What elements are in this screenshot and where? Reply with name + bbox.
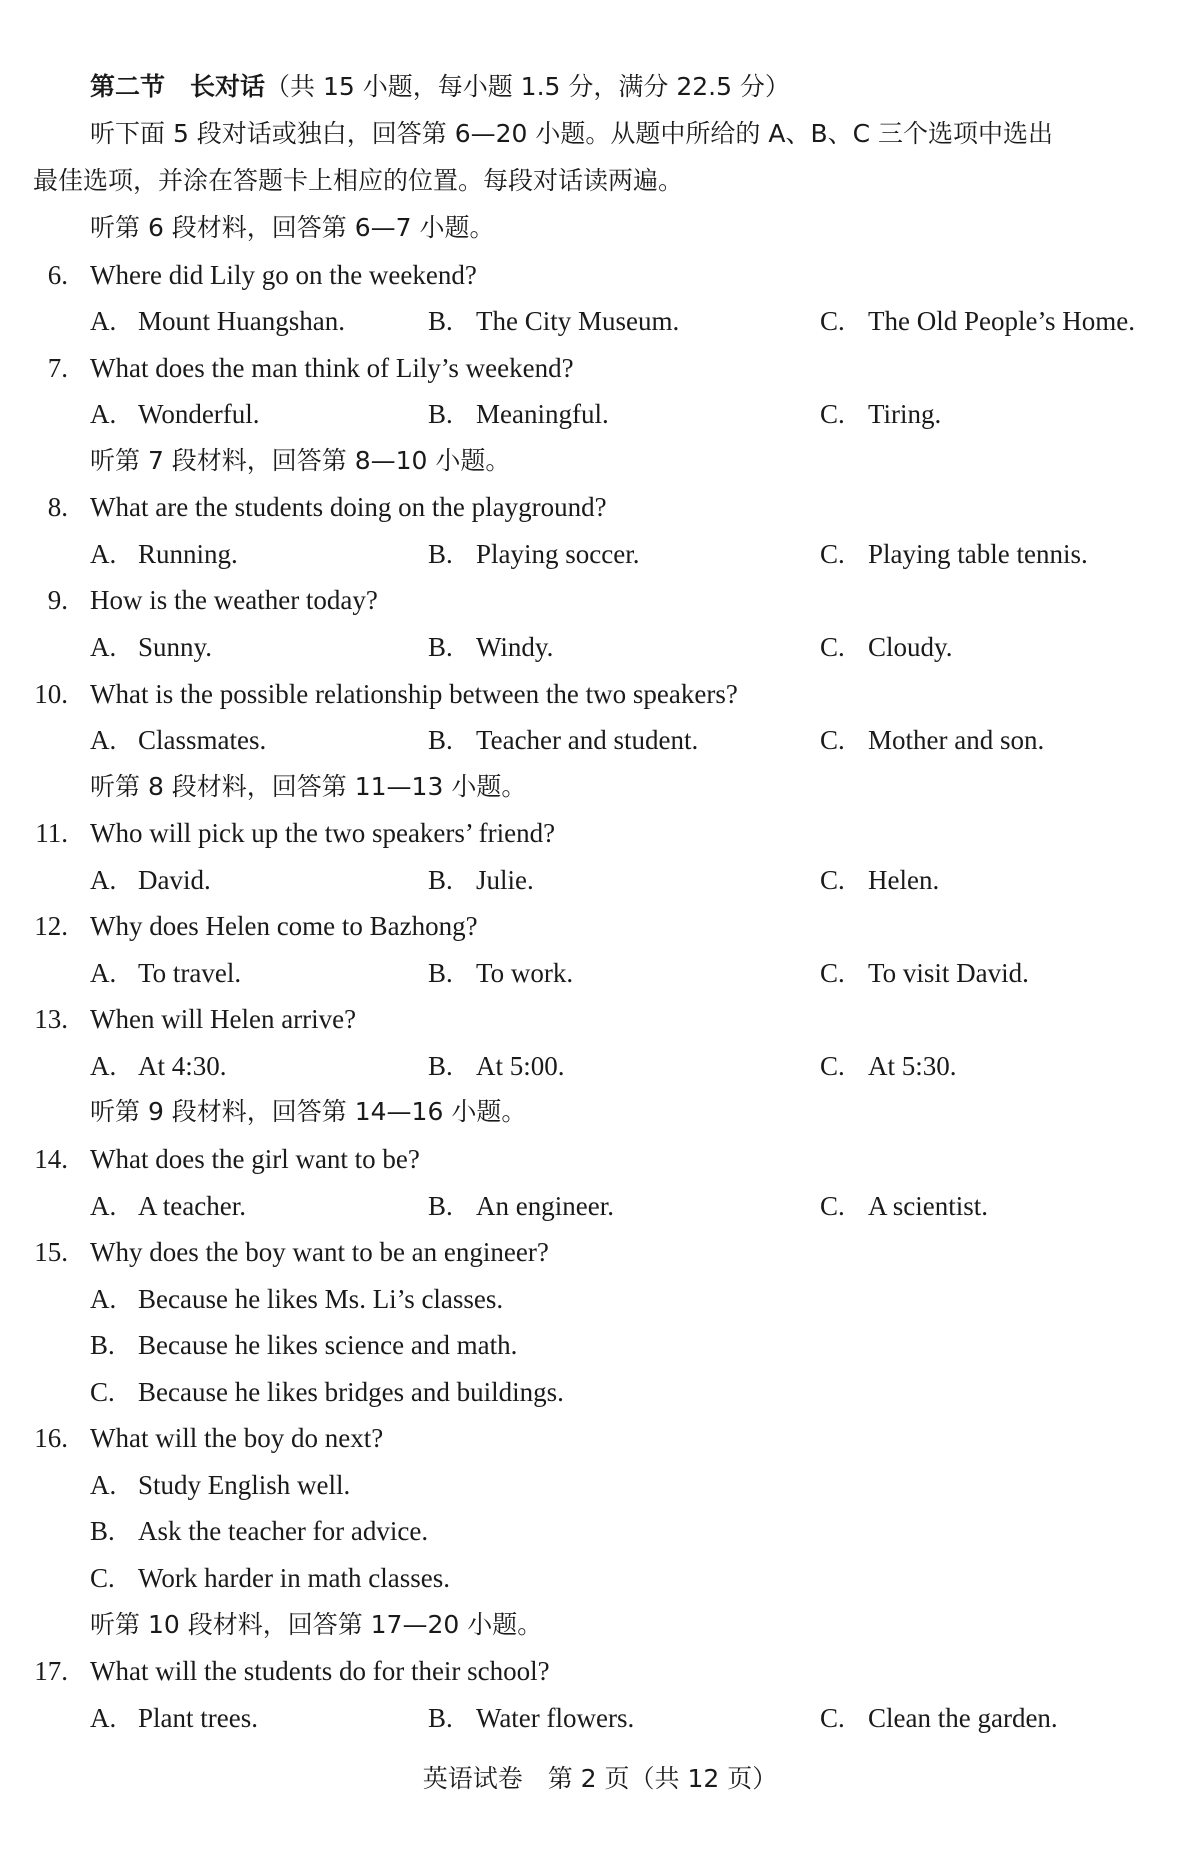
question-number: 16. bbox=[34, 1423, 68, 1454]
option-c bbox=[820, 537, 1088, 571]
section-heading-note: （共 15 小题，每小题 1.5 分，满分 22.5 分） bbox=[265, 72, 790, 101]
option-text: To visit David. bbox=[868, 957, 1029, 988]
option-letter: A. bbox=[90, 864, 117, 895]
question-text: What does the girl want to be? bbox=[90, 1144, 420, 1174]
option-letter: C. bbox=[90, 1376, 115, 1407]
question-number: 17. bbox=[34, 1656, 68, 1687]
option-a bbox=[90, 537, 238, 571]
option-c bbox=[820, 397, 941, 431]
option-a bbox=[90, 956, 241, 990]
option-letter: A. bbox=[90, 399, 117, 430]
option-letter: B. bbox=[428, 1190, 453, 1221]
option-text: Cloudy. bbox=[868, 631, 953, 662]
option-letter: B. bbox=[90, 1516, 115, 1547]
group-intro: 听第 8 段材料，回答第 11—13 小题。 bbox=[90, 771, 527, 801]
option-c bbox=[820, 630, 953, 664]
option-letter: A. bbox=[90, 631, 117, 662]
question-text: How is the weather today? bbox=[90, 585, 378, 616]
question-text: What will the students do for their school? bbox=[90, 1656, 550, 1687]
option-b bbox=[428, 537, 639, 571]
option-text: Helen. bbox=[868, 864, 940, 895]
question-text: Who will pick up the two speakers’ friend? bbox=[90, 818, 556, 849]
question-text: What does the man think of Lily’s weekend? bbox=[90, 352, 574, 383]
option-text: Running. bbox=[138, 538, 238, 569]
option-c bbox=[820, 723, 1044, 757]
option-text: At 4:30. bbox=[138, 1050, 227, 1081]
question-text: When will Helen arrive? bbox=[90, 1004, 357, 1035]
group-intro: 听第 9 段材料，回答第 14—16 小题。 bbox=[90, 1097, 527, 1127]
option-letter: A. bbox=[90, 957, 117, 988]
option-a bbox=[90, 304, 345, 338]
option-b bbox=[428, 1701, 634, 1735]
option-letter: C. bbox=[820, 399, 845, 430]
option-c bbox=[90, 1375, 564, 1409]
question-number: 9. bbox=[47, 585, 68, 616]
option-letter: C. bbox=[820, 306, 845, 337]
question-text: What are the students doing on the playground? bbox=[90, 492, 607, 523]
option-a bbox=[90, 1189, 246, 1223]
option-letter: A. bbox=[90, 538, 117, 569]
option-letter: C. bbox=[820, 631, 845, 662]
option-letter: B. bbox=[428, 306, 453, 337]
option-a bbox=[90, 1468, 350, 1502]
option-b bbox=[428, 723, 698, 757]
option-b bbox=[428, 1049, 565, 1083]
option-text: Sunny. bbox=[138, 631, 213, 662]
question-text: What will the boy do next? bbox=[90, 1423, 384, 1454]
option-text: Study English well. bbox=[138, 1469, 351, 1500]
option-a bbox=[90, 1049, 227, 1083]
option-b bbox=[428, 304, 679, 338]
option-b bbox=[428, 397, 609, 431]
option-text: Teacher and student. bbox=[476, 725, 699, 756]
question-number: 10. bbox=[34, 678, 68, 709]
question-number: 7. bbox=[47, 352, 68, 383]
option-text: Julie. bbox=[476, 864, 534, 895]
option-c bbox=[820, 956, 1029, 990]
question-text: Why does Helen come to Bazhong? bbox=[90, 911, 478, 942]
option-c bbox=[820, 1189, 988, 1223]
question-number: 12. bbox=[34, 911, 68, 942]
option-letter: A. bbox=[90, 1050, 117, 1081]
group-intro: 听第 7 段材料，回答第 8—10 小题。 bbox=[90, 445, 511, 475]
option-c bbox=[90, 1561, 450, 1595]
option-letter: C. bbox=[820, 1050, 845, 1081]
instructions-line-1: 听下面 5 段对话或独白，回答第 6—20 小题。从题中所给的 A、B、C 三个选项中选出 bbox=[90, 119, 1054, 148]
option-c bbox=[820, 1049, 957, 1083]
question-number: 13. bbox=[34, 1004, 68, 1035]
option-letter: C. bbox=[820, 538, 845, 569]
option-text: An engineer. bbox=[476, 1190, 614, 1221]
option-text: Playing table tennis. bbox=[868, 538, 1088, 569]
option-text: Water flowers. bbox=[476, 1702, 635, 1733]
option-text: Classmates. bbox=[138, 725, 267, 756]
option-b bbox=[90, 1328, 517, 1362]
option-text: Ask the teacher for advice. bbox=[138, 1516, 429, 1547]
page-footer: 英语试卷 第 2 页（共 12 页） bbox=[422, 1764, 778, 1793]
option-a bbox=[90, 1701, 258, 1735]
option-text: To travel. bbox=[138, 957, 242, 988]
option-text: Mother and son. bbox=[868, 725, 1045, 756]
option-text: Work harder in math classes. bbox=[138, 1562, 450, 1593]
option-text: To work. bbox=[476, 957, 574, 988]
option-b bbox=[428, 1189, 614, 1223]
option-text: Plant trees. bbox=[138, 1702, 258, 1733]
option-a bbox=[90, 397, 260, 431]
option-b bbox=[428, 630, 553, 664]
question-text: Where did Lily go on the weekend? bbox=[90, 259, 477, 290]
option-letter: A. bbox=[90, 1283, 117, 1314]
option-text: Meaningful. bbox=[476, 399, 609, 430]
option-letter: C. bbox=[820, 1702, 845, 1733]
option-text: Mount Huangshan. bbox=[138, 306, 345, 337]
option-text: The Old People’s Home. bbox=[868, 306, 1135, 337]
question-text: What is the possible relationship between the two speakers? bbox=[90, 678, 738, 709]
question-number: 15. bbox=[34, 1237, 68, 1268]
group-intro: 听第 10 段材料，回答第 17—20 小题。 bbox=[90, 1609, 543, 1639]
option-b bbox=[90, 1514, 428, 1548]
option-a bbox=[90, 863, 211, 897]
option-letter: C. bbox=[820, 864, 845, 895]
question-number: 14. bbox=[34, 1144, 68, 1174]
question-number: 8. bbox=[47, 492, 68, 523]
option-letter: B. bbox=[428, 957, 453, 988]
option-letter: A. bbox=[90, 1190, 117, 1221]
option-text: A teacher. bbox=[138, 1190, 246, 1221]
question-number: 11. bbox=[35, 818, 68, 849]
instructions-line-2: 最佳选项，并涂在答题卡上相应的位置。每段对话读两遍。 bbox=[33, 166, 684, 195]
option-c bbox=[820, 304, 1135, 338]
option-text: Clean the garden. bbox=[868, 1702, 1058, 1733]
section-heading-line bbox=[90, 70, 790, 104]
option-text: David. bbox=[138, 864, 211, 895]
question-number: 6. bbox=[47, 259, 68, 290]
option-b bbox=[428, 956, 573, 990]
option-letter: C. bbox=[820, 957, 845, 988]
option-text: Windy. bbox=[476, 631, 554, 662]
option-text: The City Museum. bbox=[476, 306, 680, 337]
option-letter: B. bbox=[428, 399, 453, 430]
option-letter: C. bbox=[820, 725, 845, 756]
option-letter: B. bbox=[428, 1702, 453, 1733]
option-text: Tiring. bbox=[868, 399, 942, 430]
option-a bbox=[90, 630, 212, 664]
option-letter: B. bbox=[428, 864, 453, 895]
option-letter: B. bbox=[90, 1330, 115, 1361]
option-letter: B. bbox=[428, 1050, 453, 1081]
option-letter: B. bbox=[428, 538, 453, 569]
option-text: Because he likes science and math. bbox=[138, 1330, 518, 1361]
option-letter: B. bbox=[428, 725, 453, 756]
option-letter: A. bbox=[90, 1702, 117, 1733]
option-a bbox=[90, 1282, 503, 1316]
option-text: A scientist. bbox=[868, 1190, 988, 1221]
option-letter: A. bbox=[90, 306, 117, 337]
option-c bbox=[820, 1701, 1058, 1735]
option-letter: B. bbox=[428, 631, 453, 662]
group-intro: 听第 6 段材料，回答第 6—7 小题。 bbox=[90, 213, 495, 242]
section-heading: 第二节 长对话 bbox=[90, 72, 266, 101]
option-text: Because he likes Ms. Li’s classes. bbox=[138, 1283, 504, 1314]
option-letter: A. bbox=[90, 725, 117, 756]
option-text: Playing soccer. bbox=[476, 538, 640, 569]
option-text: At 5:00. bbox=[476, 1050, 565, 1081]
option-text: Wonderful. bbox=[138, 399, 260, 430]
option-text: Because he likes bridges and buildings. bbox=[138, 1376, 564, 1407]
option-letter: A. bbox=[90, 1469, 117, 1500]
option-b bbox=[428, 863, 534, 897]
option-a bbox=[90, 723, 266, 757]
option-letter: C. bbox=[90, 1562, 115, 1593]
option-c bbox=[820, 863, 939, 897]
question-text: Why does the boy want to be an engineer? bbox=[90, 1237, 549, 1268]
option-letter: C. bbox=[820, 1190, 845, 1221]
option-text: At 5:30. bbox=[868, 1050, 957, 1081]
